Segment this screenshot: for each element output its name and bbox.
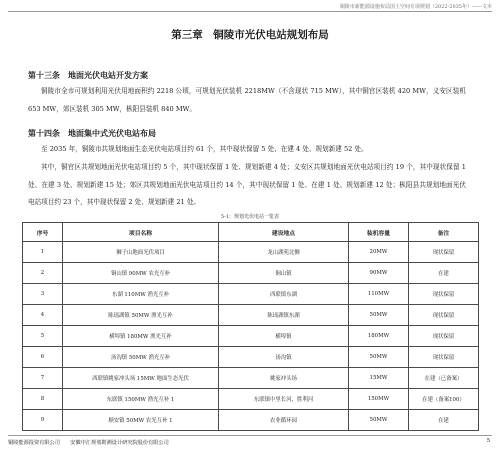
table-row [23,389,479,410]
cell-remarks: 现状保留 [409,305,479,326]
cell-project-name: 东湖 110MW 渔光互补 [63,284,219,305]
cell-project-name: 横埠镇 180MW 渔光互补 [63,326,219,347]
cell-project-name: 狮子山地面光伏项目 [63,242,219,263]
cell-location: 西联镇东湖 [219,284,349,305]
cell-remarks: 现状保留 [409,284,479,305]
cell-index: 5 [23,326,63,347]
cell-project-name: 西联镇姚家冲头场 15MW 地面生态光伏 [63,368,219,389]
cell-capacity: 50MW [349,347,409,368]
table-row [23,242,479,263]
cell-location: 汤沟镇 [219,347,349,368]
section-14-paragraph-1: 至 2035 年，铜陵市共规划地面生态光伏电站项目约 61 个，其中现状保留 5 处、在建 4 处、规划新建 52 处。 [41,145,368,153]
section-13-title: 第十三条 地面光伏电站开发方案 [28,71,148,80]
cell-project-name: 汤沟镇 50MW 渔光互补 [63,347,219,368]
table-row [23,368,479,389]
cell-remarks: 在建 [409,263,479,284]
cell-index: 9 [23,410,63,431]
cell-project-name: 顺安镇 50MW 农光互补 1 [63,410,219,431]
footer-organizations: 铜陵能源投资有限公司 安徽中汇规划勘测设计研究院股份有限公司 [8,440,169,446]
header-index: 序号 [23,223,63,242]
table-row [23,326,479,347]
cell-project-name: 铜山镇 90MW 农光互补 [63,263,219,284]
cell-remarks: 现状保留 [409,347,479,368]
table-row [23,263,479,284]
cell-remarks: 在建 [409,410,479,431]
page-number: 5 [486,438,490,444]
cell-index: 4 [23,305,63,326]
cell-remarks: 在建（备案100） [409,389,479,410]
table-row [23,410,479,431]
cell-location: 陈瑶湖镇东湖 [219,305,349,326]
power-station-table [22,222,479,431]
cell-remarks: 现状保留 [409,326,479,347]
cell-capacity: 150MW [349,389,409,410]
cell-remarks: 在建（已备案） [409,368,479,389]
section-13-paragraph: 铜陵市全市可规划利用光伏用地面积约 2218 公顷，可规划光伏装机 2218MW（不含现状 715 MW），其中铜官区装机 420 MW，义安区装机 653 MW，郊区装机 305 MW，枞阳县装机 840 MW。 [28,87,466,113]
table-header-row [23,223,479,242]
cell-location: 铜山镇 [219,263,349,284]
cell-capacity: 15MW [349,368,409,389]
cell-capacity: 110MW [349,284,409,305]
cell-location: 姚家冲头场 [219,368,349,389]
cell-location: 横埠镇 [219,326,349,347]
cell-capacity: 50MW [349,305,409,326]
header-divider [8,11,492,12]
section-14-title: 第十四条 地面集中式光伏电站布局 [28,129,156,138]
cell-index: 8 [23,389,63,410]
chapter-title: 第三章 铜陵市光伏电站规划布局 [171,29,329,41]
cell-location: 龙山湖苑北侧 [219,242,349,263]
table-caption: 5-1：规划光伏电站一览表 [220,214,280,220]
cell-index: 6 [23,347,63,368]
cell-index: 1 [23,242,63,263]
cell-capacity: 20MW [349,242,409,263]
section-14-paragraph-2: 其中，铜官区共规划地面光伏电站项目约 5 个，其中现状保留 1 处、规划新建 4 处；义安区共规划地面光伏电站项目约 19 个，其中现状保留 1 处、在建 3 处、规划新建 15 处；郊区共规划地面光伏电站项目约 14 个，其中现状保留 1 处、在建 1 处、规划新建 12 处；枞阳县共规划地面光伏电站项目约 23 个，其中现状保留 2 处、规划新建 21 处。 [28,163,466,206]
cell-index: 7 [23,368,63,389]
footer-divider [8,435,492,436]
header-project-name: 项目名称 [63,223,219,242]
cell-location: 农业循环园 [219,410,349,431]
header-location: 建设地点 [219,223,349,242]
header-capacity: 装机容量 [349,223,409,242]
running-header: 铜陵市新能源设施布局国土空间专项规划（2022-2035年）——文本 [339,4,492,10]
table-row [23,347,479,368]
table-row [23,305,479,326]
cell-remarks: 现状保留 [409,242,479,263]
cell-index: 2 [23,263,63,284]
cell-project-name: 东联镇 150MW 渔光互补 1 [63,389,219,410]
cell-project-name: 陈瑶湖镇 50MW 渔光互补 [63,305,219,326]
table-row [23,284,479,305]
cell-capacity: 90MW [349,263,409,284]
cell-capacity: 180MW [349,326,409,347]
cell-location: 东联镇中里长河、胜利河 [219,389,349,410]
header-remarks: 备注 [409,223,479,242]
cell-capacity: 50MW [349,410,409,431]
cell-index: 3 [23,284,63,305]
